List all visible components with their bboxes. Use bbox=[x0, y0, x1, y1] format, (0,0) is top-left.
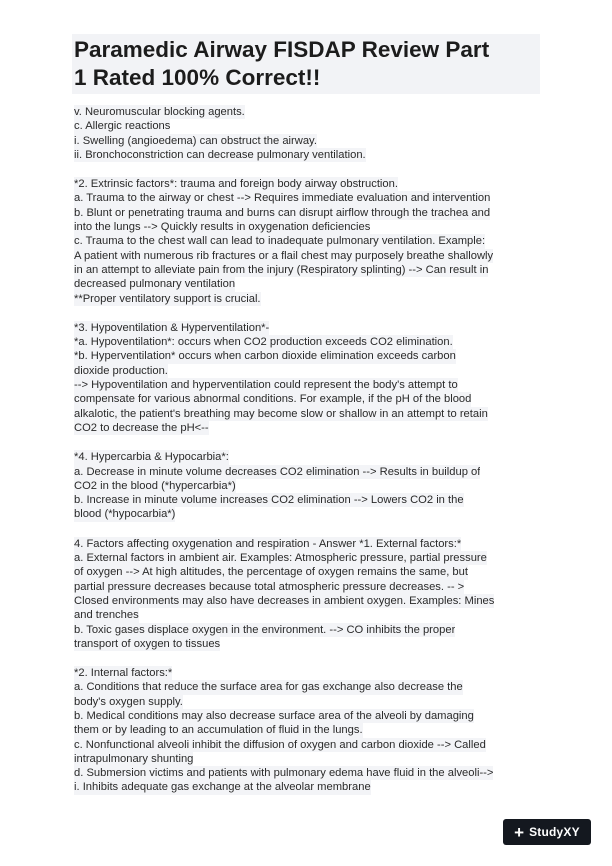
paragraph bbox=[74, 537, 540, 651]
watermark-text: StudyXY bbox=[529, 825, 580, 839]
paragraph-gap bbox=[74, 306, 540, 321]
paragraph-gap bbox=[74, 435, 540, 450]
text-line: *a. Hypoventilation*: occurs when CO2 production exceeds CO2 elimination. bbox=[74, 336, 453, 349]
title-line: Paramedic Airway FISDAP Review Part bbox=[74, 37, 490, 62]
text-line: ii. Bronchoconstriction can decrease pulmonary ventilation. bbox=[74, 148, 366, 161]
text-line: b. Blunt or penetrating trauma and burns can disrupt airflow through the trachea and bbox=[74, 206, 491, 219]
text-line: i. Inhibits adequate gas exchange at the alveolar membrane bbox=[74, 781, 371, 794]
text-line: a. Decrease in minute volume decreases CO2 elimination --> Results in buildup of bbox=[74, 465, 481, 478]
paragraph bbox=[74, 177, 540, 306]
text-line: into the lungs --> Quickly results in oxygenation deficiencies bbox=[74, 221, 371, 234]
text-line: dioxide production. bbox=[74, 364, 168, 377]
paragraph-gap bbox=[74, 651, 540, 666]
title-line: 1 Rated 100% Correct!! bbox=[74, 65, 321, 90]
text-line: a. External factors in ambient air. Examples: Atmospheric pressure, partial pressure bbox=[74, 552, 487, 565]
paragraph-gap bbox=[74, 162, 540, 177]
plus-icon: + bbox=[514, 822, 525, 842]
text-line: alkalotic, the patient's breathing may become slow or shallow in an attempt to retain bbox=[74, 407, 488, 420]
paragraph bbox=[74, 105, 540, 162]
text-line: in an attempt to alleviate pain from the injury (Respiratory splinting) --> Can result in bbox=[74, 263, 489, 276]
text-line: *b. Hyperventilation* occurs when carbon dioxide elimination exceeds carbon bbox=[74, 350, 456, 363]
text-line: intrapulmonary shunting bbox=[74, 752, 194, 765]
page-title bbox=[74, 36, 540, 92]
text-line: decreased pulmonary ventilation bbox=[74, 278, 236, 291]
text-line: *4. Hypercarbia & Hypocarbia*: bbox=[74, 451, 229, 464]
text-line: d. Submersion victims and patients with pulmonary edema have fluid in the alveoli--> bbox=[74, 767, 494, 780]
text-line: a. Trauma to the airway or chest --> Requires immediate evaluation and intervention bbox=[74, 192, 491, 205]
text-line: b. Medical conditions may also decrease surface area of the alveoli by damaging bbox=[74, 709, 474, 722]
text-line: partial pressure decreases because total atmospheric pressure decreases. -- > bbox=[74, 580, 465, 593]
paragraph-gap bbox=[74, 522, 540, 537]
text-line: them or by leading to an accumulation of fluid in the lungs. bbox=[74, 724, 363, 737]
text-line: v. Neuromuscular blocking agents. bbox=[74, 106, 245, 118]
text-line: c. Trauma to the chest wall can lead to inadequate pulmonary ventilation. Example: bbox=[74, 235, 486, 248]
text-line: b. Toxic gases displace oxygen in the environment. --> CO inhibits the proper bbox=[74, 623, 456, 636]
text-line: blood (*hypocarbia*) bbox=[74, 508, 176, 521]
text-line: compensate for various abnormal conditions. For example, if the pH of the blood bbox=[74, 393, 472, 406]
text-line: **Proper ventilatory support is crucial. bbox=[74, 292, 261, 305]
studyxy-watermark bbox=[503, 819, 591, 845]
text-line: --> Hypoventilation and hyperventilation could represent the body's attempt to bbox=[74, 379, 458, 392]
text-line: i. Swelling (angioedema) can obstruct the airway. bbox=[74, 134, 317, 147]
paragraph bbox=[74, 321, 540, 435]
document-body bbox=[74, 105, 540, 795]
text-line: CO2 to decrease the pH<-- bbox=[74, 421, 209, 434]
text-line: of oxygen --> At high altitudes, the percentage of oxygen remains the same, but bbox=[74, 566, 468, 579]
paragraph bbox=[74, 666, 540, 795]
text-line: a. Conditions that reduce the surface area for gas exchange also decrease the bbox=[74, 681, 463, 694]
text-line: c. Allergic reactions bbox=[74, 120, 171, 133]
text-line: transport of oxygen to tissues bbox=[74, 637, 221, 650]
text-line: b. Increase in minute volume increases CO2 elimination --> Lowers CO2 in the bbox=[74, 494, 464, 507]
paragraph bbox=[74, 450, 540, 521]
text-line: c. Nonfunctional alveoli inhibit the diffusion of oxygen and carbon dioxide --> Called bbox=[74, 738, 486, 751]
text-line: *2. Internal factors:* bbox=[74, 667, 173, 680]
text-line: body's oxygen supply. bbox=[74, 695, 183, 708]
text-line: CO2 in the blood (*hypercarbia*) bbox=[74, 479, 236, 492]
text-line: A patient with numerous rib fractures or a flail chest may purposely breathe shallowly bbox=[74, 249, 494, 262]
text-line: *2. Extrinsic factors*: trauma and foreign body airway obstruction. bbox=[74, 178, 398, 191]
text-line: and trenches bbox=[74, 609, 139, 622]
text-line: Closed environments may also have decreases in ambient oxygen. Examples: Mines bbox=[74, 594, 495, 607]
text-line: 4. Factors affecting oxygenation and respiration - Answer *1. External factors:* bbox=[74, 537, 462, 550]
text-line: *3. Hypoventilation & Hyperventilation*- bbox=[74, 321, 270, 334]
